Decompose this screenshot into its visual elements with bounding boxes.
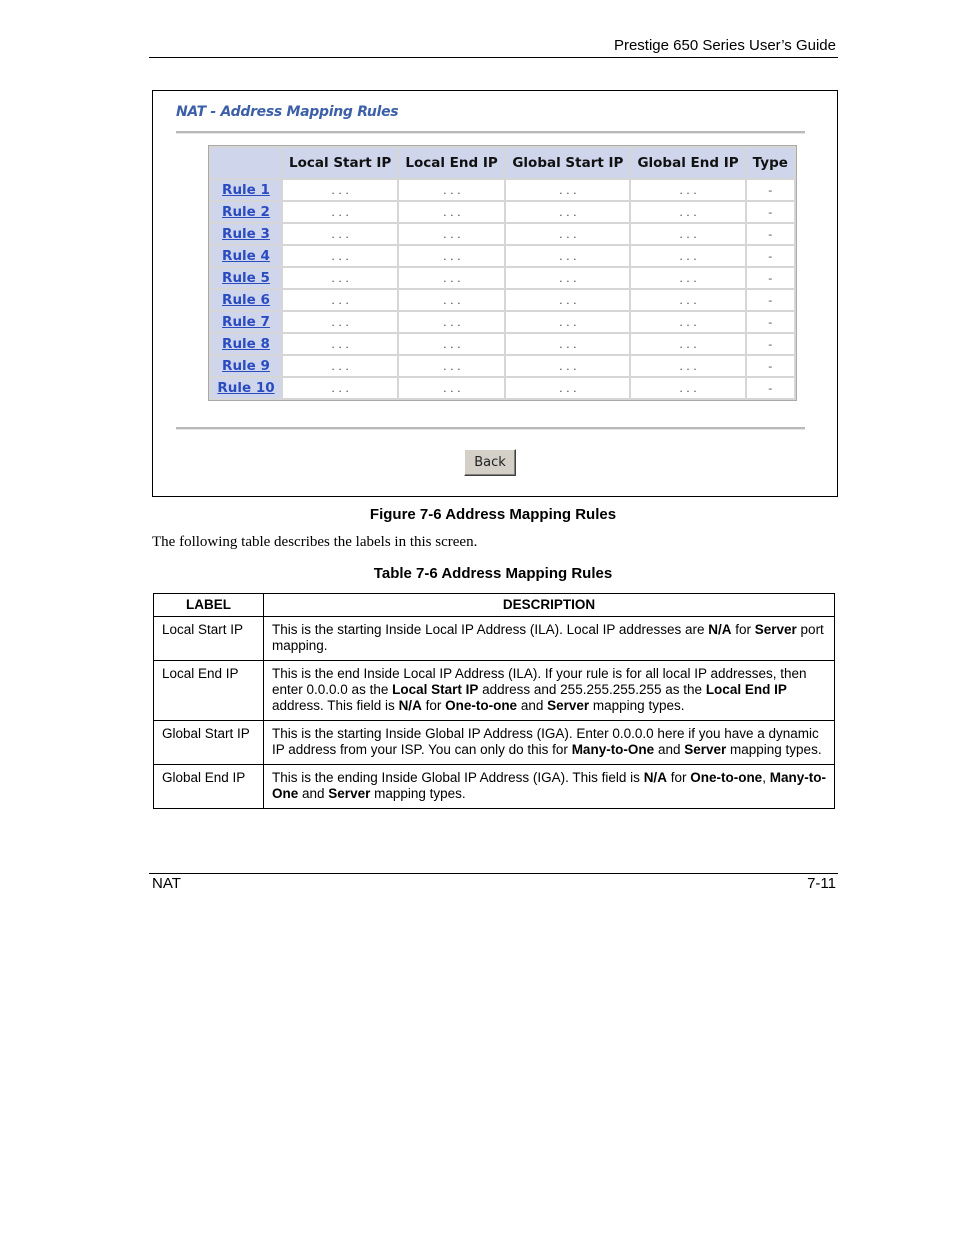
type-cell: - [747, 224, 794, 244]
column-header-local-end-ip: Local End IP [399, 148, 504, 178]
local-start-ip-cell: . . . [283, 246, 397, 266]
rule-link[interactable]: Rule 6 [222, 292, 270, 308]
global-start-ip-cell: . . . [506, 334, 629, 354]
type-cell: - [747, 268, 794, 288]
local-end-ip-cell: . . . [399, 246, 504, 266]
desc-header-row [154, 594, 835, 617]
rule-cell [211, 224, 281, 244]
rule-row [211, 290, 794, 310]
rule-cell [211, 334, 281, 354]
global-end-ip-cell: . . . [631, 334, 744, 354]
back-button[interactable]: Back [464, 449, 516, 476]
local-start-ip-cell: . . . [283, 202, 397, 222]
type-cell: - [747, 180, 794, 200]
local-start-ip-cell: . . . [283, 312, 397, 332]
global-end-ip-cell: . . . [631, 378, 744, 398]
label-cell: Global End IP [154, 765, 264, 809]
rule-cell [211, 356, 281, 376]
local-end-ip-cell: . . . [399, 268, 504, 288]
rule-link[interactable]: Rule 5 [222, 270, 270, 286]
local-end-ip-cell: . . . [399, 224, 504, 244]
global-start-ip-cell: . . . [506, 268, 629, 288]
screen-title: NAT - Address Mapping Rules [176, 104, 399, 120]
local-end-ip-cell: . . . [399, 312, 504, 332]
page-header-title: Prestige 650 Series User’s Guide [613, 37, 836, 54]
local-start-ip-cell: . . . [283, 224, 397, 244]
rule-link[interactable]: Rule 10 [217, 380, 275, 396]
rule-row [211, 356, 794, 376]
label-description-table [153, 593, 835, 809]
rule-cell [211, 312, 281, 332]
rule-cell [211, 246, 281, 266]
column-header-rule [211, 148, 281, 178]
type-cell: - [747, 334, 794, 354]
bottom-divider [176, 427, 805, 430]
rule-row [211, 224, 794, 244]
description-cell: This is the end Inside Local IP Address (ILA). If your rule is for all local IP addresses, then enter 0.0.0.0 as the Local Start IP address and 255.255.255.255 as the Local End IP address. This field is N/A for One-to-one and Server mapping types. [264, 661, 835, 721]
global-end-ip-cell: . . . [631, 202, 744, 222]
intro-text: The following table describes the labels in this screen. [152, 534, 478, 550]
local-end-ip-cell: . . . [399, 202, 504, 222]
local-start-ip-cell: . . . [283, 290, 397, 310]
description-cell: This is the starting Inside Global IP Address (IGA). Enter 0.0.0.0 here if you have a dynamic IP address from your ISP. You can only do this for Many-to-One and Server mapping types. [264, 721, 835, 765]
rule-link[interactable]: Rule 3 [222, 226, 270, 242]
local-start-ip-cell: . . . [283, 180, 397, 200]
rule-link[interactable]: Rule 7 [222, 314, 270, 330]
type-cell: - [747, 290, 794, 310]
rule-row [211, 268, 794, 288]
type-cell: - [747, 356, 794, 376]
type-cell: - [747, 312, 794, 332]
local-end-ip-cell: . . . [399, 356, 504, 376]
type-cell: - [747, 202, 794, 222]
column-header-global-end-ip: Global End IP [631, 148, 744, 178]
local-end-ip-cell: . . . [399, 290, 504, 310]
rule-row [211, 246, 794, 266]
rule-cell [211, 378, 281, 398]
screenshot-frame [152, 90, 838, 497]
description-cell: This is the ending Inside Global IP Address (IGA). This field is N/A for One-to-one, Many-to-One and Server mapping types. [264, 765, 835, 809]
global-start-ip-cell: . . . [506, 246, 629, 266]
column-header-global-start-ip: Global Start IP [506, 148, 629, 178]
figure-caption: Figure 7-6 Address Mapping Rules [369, 506, 617, 523]
description-column-header: DESCRIPTION [264, 594, 835, 617]
footer-divider [149, 873, 838, 874]
local-end-ip-cell: . . . [399, 180, 504, 200]
local-end-ip-cell: . . . [399, 378, 504, 398]
rule-row [211, 378, 794, 398]
global-end-ip-cell: . . . [631, 268, 744, 288]
rule-link[interactable]: Rule 8 [222, 336, 270, 352]
title-divider [176, 131, 805, 134]
label-column-header: LABEL [154, 594, 264, 617]
global-start-ip-cell: . . . [506, 202, 629, 222]
global-start-ip-cell: . . . [506, 224, 629, 244]
local-end-ip-cell: . . . [399, 334, 504, 354]
global-end-ip-cell: . . . [631, 224, 744, 244]
footer-page-number: 7-11 [807, 875, 836, 892]
rule-row [211, 334, 794, 354]
type-cell: - [747, 246, 794, 266]
desc-row [154, 661, 835, 721]
local-start-ip-cell: . . . [283, 334, 397, 354]
label-cell: Global Start IP [154, 721, 264, 765]
label-cell: Local End IP [154, 661, 264, 721]
description-cell: This is the starting Inside Local IP Address (ILA). Local IP addresses are N/A for Server port mapping. [264, 617, 835, 661]
global-start-ip-cell: . . . [506, 180, 629, 200]
rules-header-row [211, 148, 794, 178]
rule-link[interactable]: Rule 4 [222, 248, 270, 264]
address-mapping-rules-table [208, 145, 797, 401]
rule-row [211, 202, 794, 222]
rule-row [211, 312, 794, 332]
global-end-ip-cell: . . . [631, 356, 744, 376]
type-cell: - [747, 378, 794, 398]
global-end-ip-cell: . . . [631, 180, 744, 200]
rule-row [211, 180, 794, 200]
rule-link[interactable]: Rule 1 [222, 182, 270, 198]
rule-cell [211, 202, 281, 222]
global-start-ip-cell: . . . [506, 290, 629, 310]
global-end-ip-cell: . . . [631, 312, 744, 332]
footer-chapter: NAT [152, 875, 181, 892]
rule-cell [211, 180, 281, 200]
rule-cell [211, 290, 281, 310]
rule-link[interactable]: Rule 2 [222, 204, 270, 220]
desc-row [154, 617, 835, 661]
local-start-ip-cell: . . . [283, 356, 397, 376]
global-start-ip-cell: . . . [506, 378, 629, 398]
column-header-local-start-ip: Local Start IP [283, 148, 397, 178]
rule-cell [211, 268, 281, 288]
label-cell: Local Start IP [154, 617, 264, 661]
header-divider [149, 57, 838, 58]
local-start-ip-cell: . . . [283, 268, 397, 288]
desc-row [154, 765, 835, 809]
desc-row [154, 721, 835, 765]
column-header-type: Type [747, 148, 794, 178]
global-start-ip-cell: . . . [506, 312, 629, 332]
global-start-ip-cell: . . . [506, 356, 629, 376]
table-caption: Table 7-6 Address Mapping Rules [373, 565, 613, 582]
local-start-ip-cell: . . . [283, 378, 397, 398]
rule-link[interactable]: Rule 9 [222, 358, 270, 374]
global-end-ip-cell: . . . [631, 290, 744, 310]
global-end-ip-cell: . . . [631, 246, 744, 266]
